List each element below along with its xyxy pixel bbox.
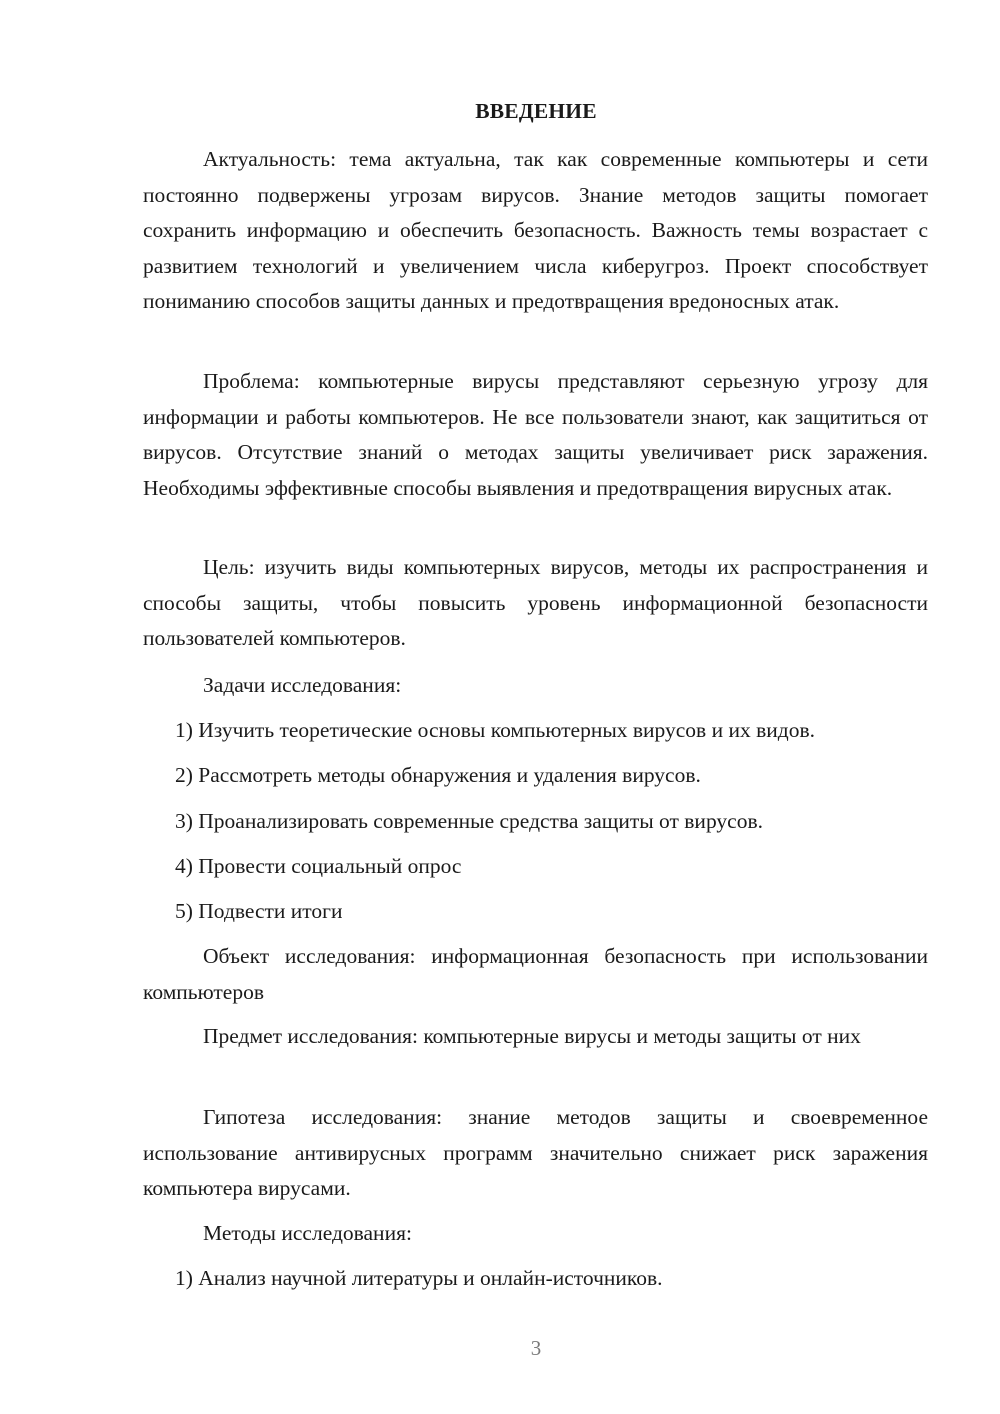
task-item-4: 4) Провести социальный опрос <box>175 854 462 878</box>
subject-paragraph: Предмет исследования: компьютерные вирусы и методы защиты от них <box>203 1024 861 1048</box>
goal-paragraph: Цель: изучить виды компьютерных вирусов, методы их распространения и способы защиты, чтобы повысить уровень информационной безопасности пользователей компьютеров. <box>143 555 928 651</box>
problem-paragraph: Проблема: компьютерные вирусы представляют серьезную угрозу для информации и работы компьютеров. Не все пользователи знают, как защититься от вирусов. Отсутствие знаний о методах защиты увеличивает риск заражения. Необходимы эффективные способы выявления и предотвращения вирусных атак. <box>143 369 928 500</box>
section-title: ВВЕДЕНИЕ <box>475 99 597 123</box>
relevance-paragraph: Актуальность: тема актуальна, так как современные компьютеры и сети постоянно подвержены угрозам вирусов. Знание методов защиты помогает сохранить информацию и обеспечить безопасность. Важность темы возрастает с развитием технологий и увеличением числа киберугроз. Проект способствует пониманию способов защиты данных и предотвращения вредоносных атак. <box>143 147 928 314</box>
page-number: 3 <box>530 1336 542 1360</box>
method-item-1: 1) Анализ научной литературы и онлайн-источников. <box>175 1266 663 1290</box>
hypothesis-paragraph: Гипотеза исследования: знание методов защиты и своевременное использование антивирусных программ значительно снижает риск заражения компьютера вирусами. <box>143 1105 928 1201</box>
object-paragraph: Объект исследования: информационная безопасность при использовании компьютеров <box>143 944 928 1004</box>
methods-heading: Методы исследования: <box>203 1221 412 1245</box>
task-item-1: 1) Изучить теоретические основы компьютерных вирусов и их видов. <box>175 718 815 742</box>
task-item-5: 5) Подвести итоги <box>175 899 343 923</box>
task-item-3: 3) Проанализировать современные средства защиты от вирусов. <box>175 809 763 833</box>
tasks-heading: Задачи исследования: <box>203 673 402 697</box>
task-item-2: 2) Рассмотреть методы обнаружения и удаления вирусов. <box>175 763 701 787</box>
